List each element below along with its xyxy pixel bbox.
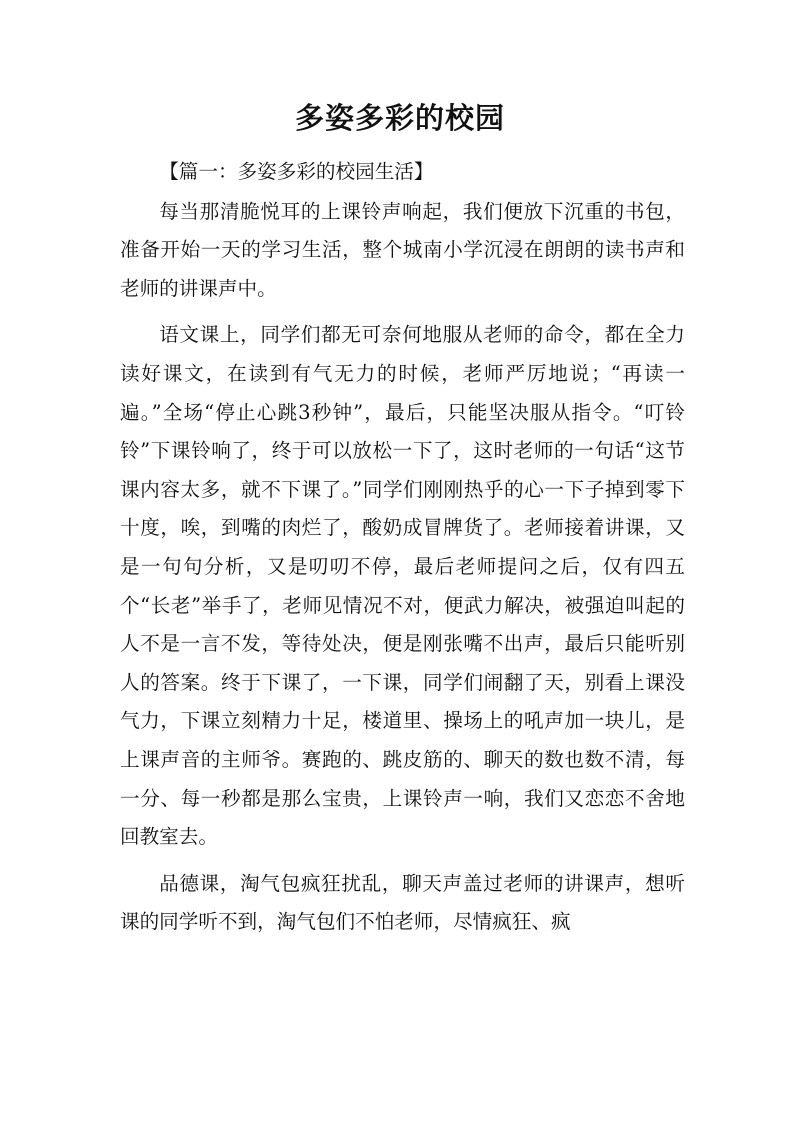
paragraph-3: 品德课，淘气包疯狂扰乱，聊天声盖过老师的讲课声，想听课的同学听不到，淘气包们不怕老师，尽情疯狂、疯 [120,871,685,934]
document-title: 多姿多彩的校园 [294,101,505,135]
document-body [120,153,685,950]
paragraph-1: 每当那清脆悦耳的上课铃声响起，我们便放下沉重的书包，准备开始一天的学习生活，整个城南小学沉浸在朗朗的读书声和老师的讲课声中。 [120,199,685,300]
paragraph-2: 语文课上，同学们都无可奈何地服从老师的命令，都在全力读好课文，在读到有气无力的时候，老师严厉地说；“再读一遍。”全场“停止心跳3秒钟”，最后，只能坚决服从指令。“叮铃铃”下课铃响了，终于可以放松一下了，这时老师的一句话“这节课内容太多，就不下课了。”同学们刚刚热乎的心一下子掉到零下十度，唉，到嘴的肉烂了，酸奶成冒牌货了。老师接着讲课，又是一句句分析，又是叨叨不停，最后老师提问之后，仅有四五个“长老”举手了，老师见情况不对，便武力解决，被强迫叫起的人不是一言不发，等待处决，便是刚张嘴不出声，最后只能听别人的答案。终于下课了，一下课，同学们闹翻了天，别看上课没气力，下课立刻精力十足，楼道里、操场上的吼声加一块儿，是上课声音的主师爷。赛跑的、跳皮筋的、聊天的数也数不清，每一分、每一秒都是那么宝贵，上课铃声一响，我们又恋恋不舍地回教室去。 [120,323,685,849]
section-heading: 【篇一：多姿多彩的校园生活】 [159,160,434,183]
